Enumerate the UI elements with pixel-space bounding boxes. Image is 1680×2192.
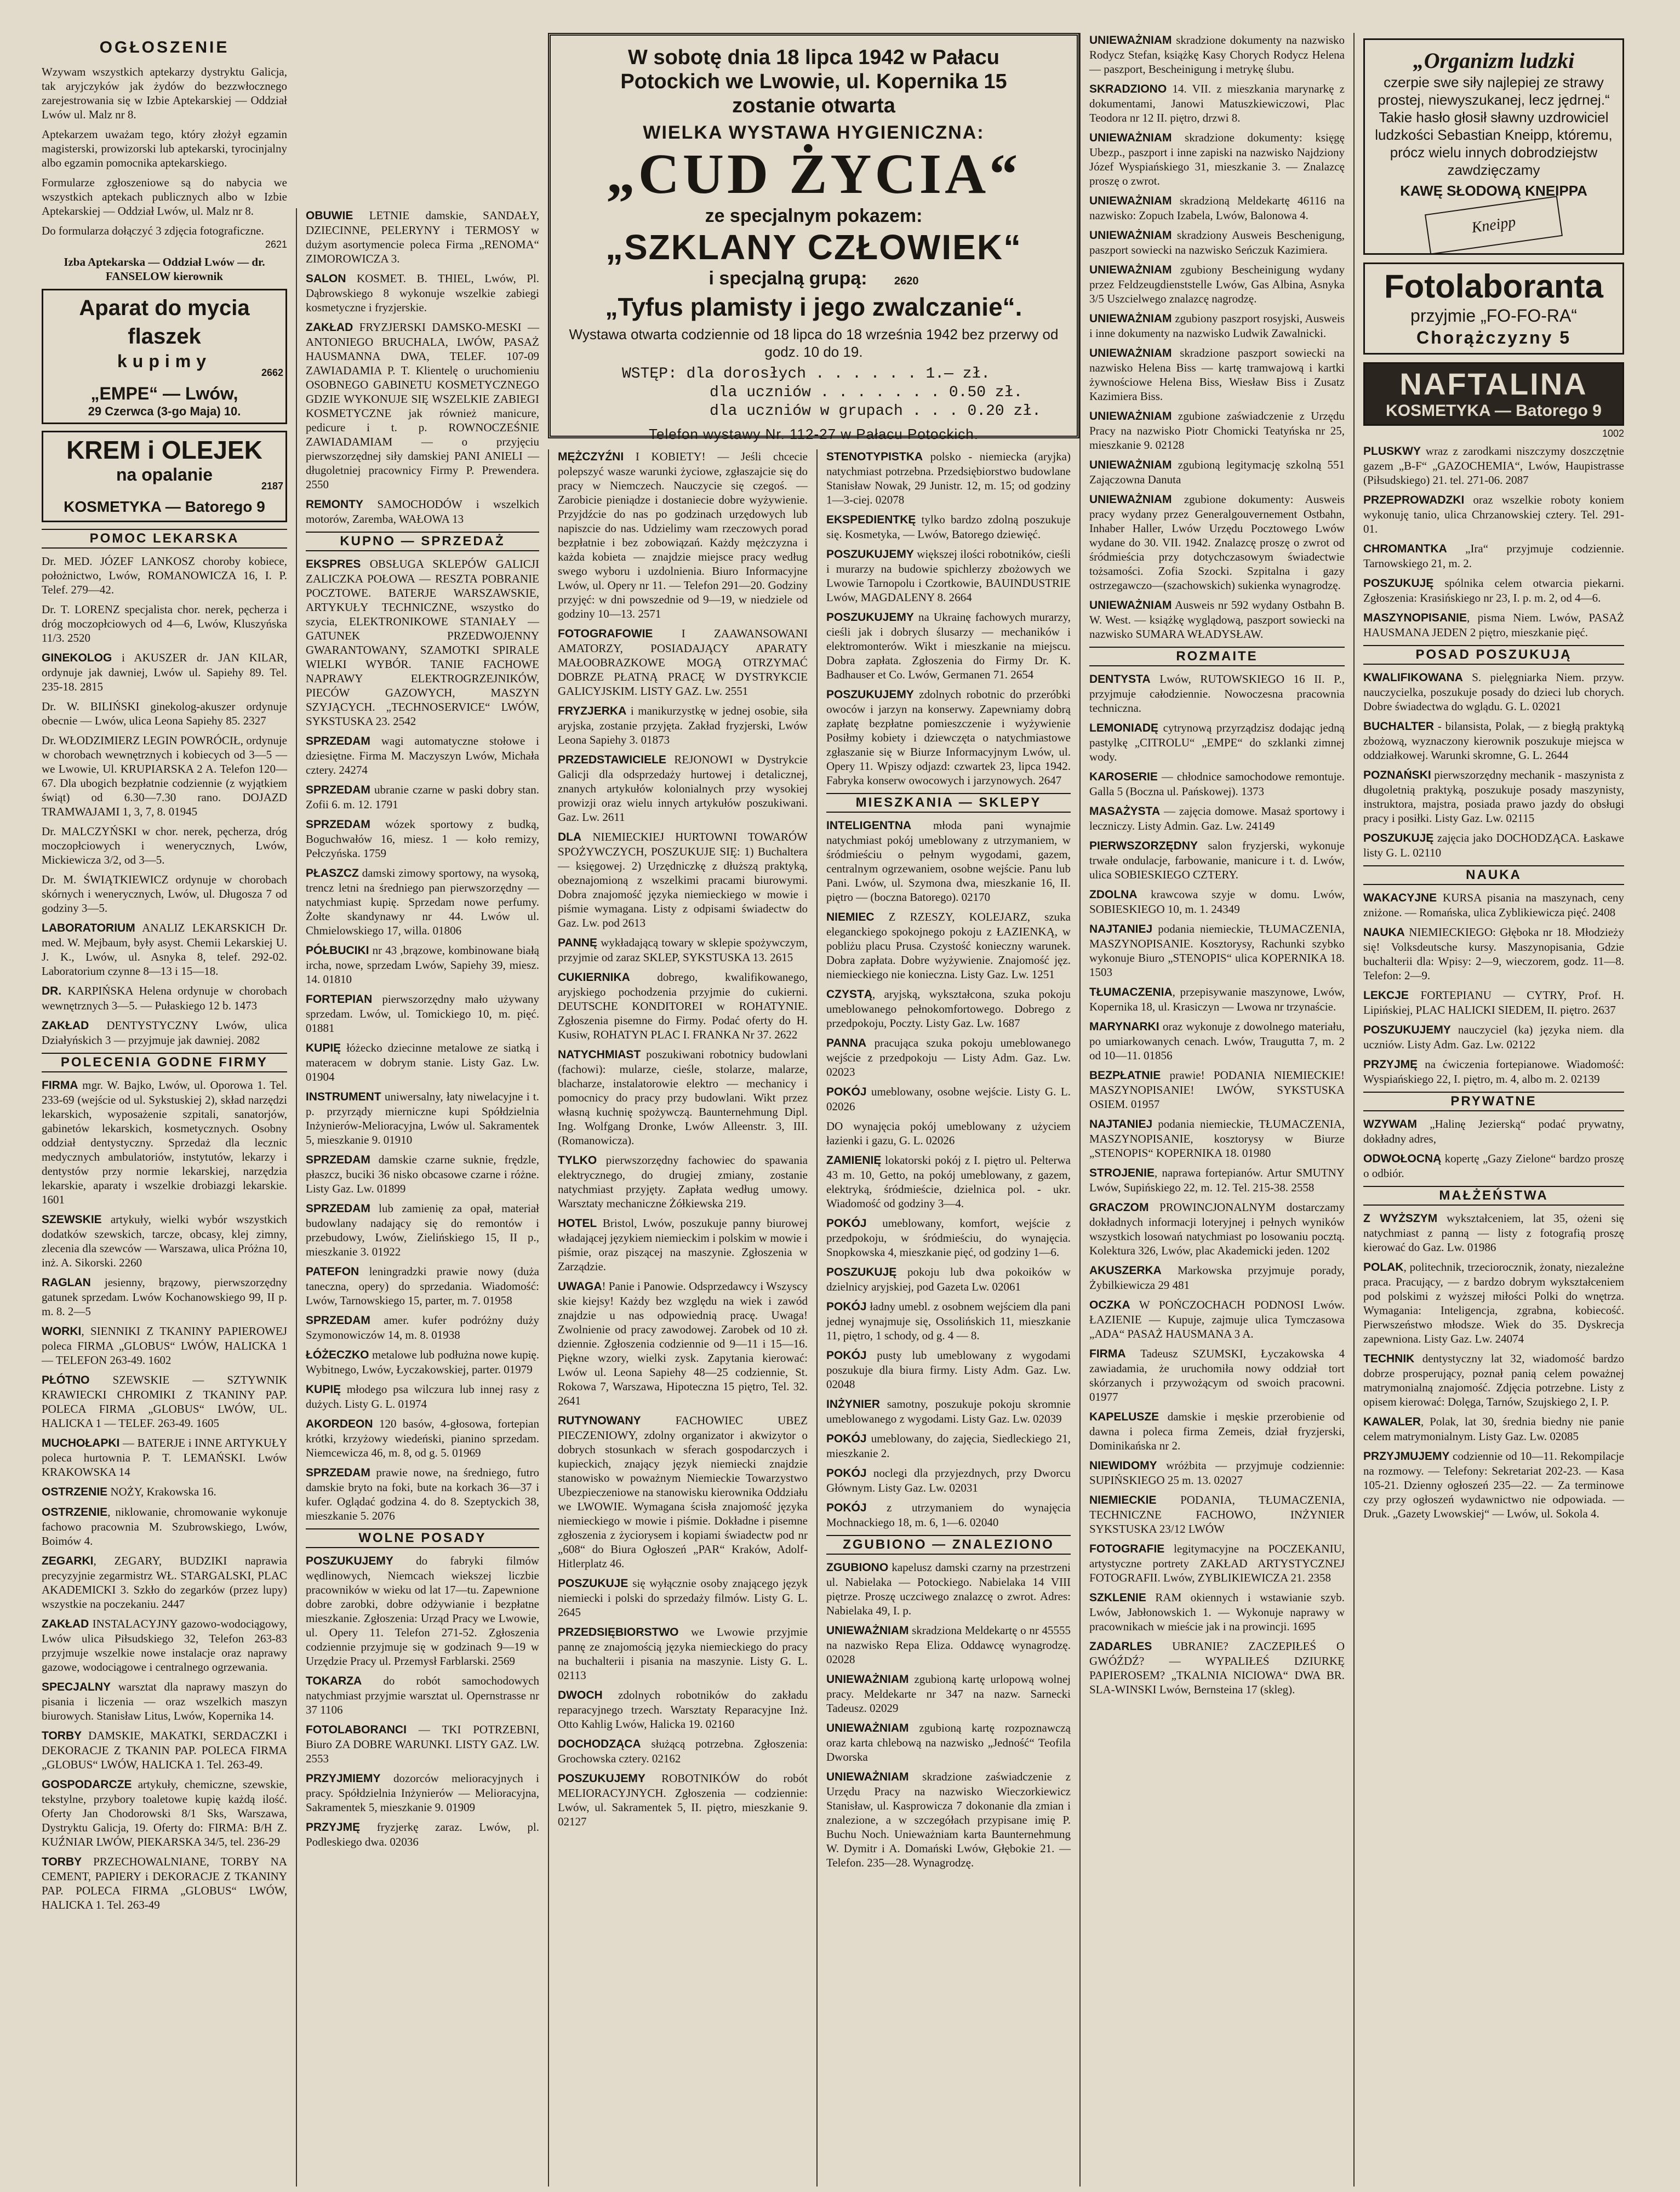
event-price: WSTĘP: dla dorosłych . . . . . . 1.— zł. xyxy=(622,366,991,383)
classified-ad: AKUSZERKA Markowska przyjmuje porady, Żybilkiewicza 29 481 xyxy=(1089,1264,1345,1292)
box-number: 2187 xyxy=(261,481,283,492)
classified-ad: Z WYŻSZYM wykształceniem, lat 35, ożeni się natychmiast z panną — listy z fotografią proszę kierować do Gaz. Lw. 01986 xyxy=(1363,1212,1625,1254)
classified-ad: DENTYSTA Lwów, RUTOWSKIEGO 16 II. P., przyjmuje całodziennie. Nowoczesna pracownia techniczna. xyxy=(1089,672,1345,715)
classified-ad: Dr. WŁODZIMIERZ LEGIN POWRÓCIŁ, ordynuje w chorobach wewnętrznych i kobiecych od 3—5 — we Lwowie, Ul. KRUPIARSKA 2 A. Telefon 120—67. Dla ubogich bezpłatnie codziennie (z wyjątkiem świąt) od 6.30—7.30 rano. DOJAZD TRAMWAJAMI 1, 3, 7, 8. 01945 xyxy=(42,734,287,818)
classified-ad: ZAMIENIĘ lokatorski pokój z I. piętro ul. Pelterwa 43 m. 10, Getto, na pokój umeblowany, z gazem, elektryką, śródmieście, dzielnica pol. - ukr. Wiadomość od godziny 3—4. xyxy=(826,1154,1071,1210)
classified-ad: NAJTANIEJ podania niemieckie, TŁUMACZENIA, MASZYNOPISANIE, kosztorysy w Biurze „STENOPIS“ KOPERNIKA 18. 01980 xyxy=(1089,1117,1345,1160)
classified-ad: POSZUKUJEMY ROBOTNIKÓW do robót MELIORACYJNYCH. Zgłoszenia — codziennie: Lwów, ul. Sakramentek 5, II. piętro, mieszkanie 9. 02127 xyxy=(558,1772,808,1828)
column-4 xyxy=(816,449,1079,2187)
classified-ad: INTELIGENTNA młoda pani wynajmie natychmiast pokój umeblowany z utrzymaniem, w śródmieściu o pełnym wygodami, gazem, centralnym ogrzewaniem, osobne wejście. Panu lub Pani. Lwów, ul. Szymona dwa, mieszkanie 16, II. piętro — (boczna Batorego). 02170 xyxy=(826,819,1071,904)
classified-ad: ZAKŁAD FRYZJERSKI DAMSKO-MESKI — ANTONIEGO BRUCHALA, LWÓW, PASAŻ HAUSMANNA DWA, TELEF. 107-09 ZAWIADAMIA P. T. Klientelę o uruchomieniu OSOBNEGO GABINETU KOSMETYCZNEGO GDZIE WYKONUJE SIĘ WSZELKIE ZABIEGI KOSMETYCZNE jak również manicure, pedicure i t. p. ROWNOCZEŚNIE ZAWIADAMIAM — o przyjęciu pierwszorzędnej siły damskiej PANI ANIELI — długoletniej pracownicy Firmy P. Prewendera. 2550 xyxy=(306,321,539,491)
classified-ad: PRZYJMĘ fryzjerkę zaraz. Lwów, pl. Podleskiego dwa. 02036 xyxy=(306,1820,539,1848)
classified-ad: PŁASZCZ damski zimowy sportowy, na wysoką, trencz letni na średniego pan pierwszorzędny — natychmiast kupię. Sprzedam nowe perfumy. Żołte skandynawy nr 44. Lwów ul. Chmielowskiego 17, willa. 01806 xyxy=(306,866,539,937)
section-header: ROZMAITE xyxy=(1089,647,1345,666)
naftalina-ad xyxy=(1363,362,1624,426)
classified-ad: PÓŁBUCIKI nr 43 ,brązowe, kombinowane białą ircha, nowe, sprzedam Lwów, Sapiehy 39, miesz. 14. 01810 xyxy=(306,944,539,986)
classified-ad: FORTEPIAN pierwszorzędny mało używany sprzedam. Lwów, ul. Tomickiego 10, m. pięć. 01881 xyxy=(306,992,539,1035)
notice-signature: Izba Aptekarska — Oddział Lwów — dr. FANSELOW kierownik xyxy=(64,255,265,283)
classified-ad: STENOTYPISTKA polsko - niemiecka (aryjka) natychmiast potrzebna. Przedsiębiorstwo budowlane Stanisław Nowak, 29 Junistr. 12, m. 15; od godziny 1—3-ciej. 02078 xyxy=(826,450,1071,506)
classified-ad: DR. KARPIŃSKA Helena ordynuje w chorobach wewnętrznych 3—5. — Pułaskiego 12 b. 1473 xyxy=(42,984,287,1012)
classified-ad: FOTOGRAFIE legitymacyjne na POCZEKANIU, artystyczne portrety ZAKŁAD ARTYSTYCZNEJ FOTOGRAFII. Lwów, ZYBLIKIEWICZA 21. 2358 xyxy=(1089,1542,1345,1584)
classified-ad: FIRMA Tadeusz SZUMSKI, Łyczakowska 4 zawiadamia, że uruchomiła nowy oddział tort skórzanych i przywożącym od swoich pracowni. 01977 xyxy=(1089,1347,1345,1403)
ad-box-aparat xyxy=(42,289,287,424)
classified-ad: ZDOLNA krawcowa szyje w domu. Lwów, SOBIESKIEGO 10, m. 1. 24349 xyxy=(1089,888,1345,916)
classified-ad: Dr. M. ŚWIĄTKIEWICZ ordynuje w chorobach skórnych i wenerycznych, Lwów, ul. Długosza 7 od godziny 3—5. xyxy=(42,873,287,915)
classified-ad: TŁUMACZENIA, przepisywanie maszynowe, Lwów, Kopernika 18, ul. Krasiczyn — Lwowa nr trzynaście. xyxy=(1089,985,1345,1013)
classified-ad: GINEKOLOG i AKUSZER dr. JAN KILAR, ordynuje jak dawniej, Lwów ul. Sapiehy 89. Tel. 235-18. 2815 xyxy=(42,651,287,693)
ad-list xyxy=(1363,891,1624,1086)
classified-ad: UNIEWAŻNIAM zgubione zaświadczenie z Urzędu Pracy na nazwisko Piotr Chomicki Teatyńska nr 25, mieszkanie 9. 02128 xyxy=(1089,409,1345,452)
classified-ad: POSZUKUJEMY do fabryki filmów wędlinowych, Niemcach wiekszej liczbie pracowników w wieku od lat 17—tu. Zapewnione dobre zarobki, dobre odżywianie i bezpłatne mieszkanie. Zgłoszenia: Urząd Pracy we Lwowie, ul. Opery 11. Telefon 271-52. Zgłoszenia codziennie przyjmuje się w godzinach 9—19 w Urzędzie Pracy ul. Przemysł Farblarski. 2569 xyxy=(306,1554,539,1668)
classified-ad: MASZYNOPISANIE, pisma Niem. Lwów, PASAŻ HAUSMANA JEDEN 2 piętro, mieszkanie pięć. xyxy=(1363,611,1624,639)
classified-ad: TORBY PRZECHOWALNIANE, TORBY NA CEMENT, PAPIERY i DEKORACJE Z TKANINY PAP. POLECA FIRMA „GLOBUS“ LWÓW, HALICKA 1. Tel. 263-49 xyxy=(42,1855,287,1911)
classified-ad: PRZYJMUJEMY codziennie od 10—11. Rekompilacje na rozmowy. — Telefony: Sekretariat 202-23. — Kasa 105-21. Dzienny ogłoszeń 235—22. — Za terminowe czy przy ogłoszeń wydawnictwo nie odpowiada. — Druk. „Gazety Lwowskiej“ — Lwów, ul. Sokola 4. xyxy=(1363,1449,1624,1520)
classified-ad: POKÓJ noclegi dla przyjezdnych, przy Dworcu Głównym. Listy Gaz. Lw. 02031 xyxy=(826,1466,1071,1494)
classified-ad: OSTRZENIE, niklowanie, chromowanie wykonuje fachowo pracownia M. Szubrowskiego, Lwów, Boimów 4. xyxy=(42,1505,287,1548)
classified-ad: KWALIFIKOWANA S. pielęgniarka Niem. przyw. nauczycielka, poszukuje posady do dzieci lub chorych. Dobre świadectwa do wglądu. G. L. 02021 xyxy=(1363,671,1624,713)
classified-ad: UNIEWAŻNIAM skradziony Ausweis Beschenigung, paszport sowiecki na nazwisko Seńczuk Kazimiera. xyxy=(1089,229,1345,256)
ad-list xyxy=(826,818,1071,1529)
classified-ad: WORKI, SIENNIKI Z TKANINY PAPIEROWEJ poleca FIRMA „GLOBUS“ LWÓW, HALICKA 1 — TELEFON 263-49. 1602 xyxy=(42,1325,287,1367)
classified-ad: KUPIĘ łóżecko dziecinne metalowe ze siatką i materacem w dobrym stanie. Listy Gaz. Lw. 01904 xyxy=(306,1041,539,1083)
classified-ad: SZKLENIE RAM okiennych i wstawianie szyb. Lwów, Jabłonowskich 1. — Wykonuje naprawy w pracownikach w mieście jak i na prowincji. 1695 xyxy=(1089,1591,1345,1633)
classified-ad: SPRZEDAM amer. kufer podróżny duży Szymonowiczów 14, m. 8. 01938 xyxy=(306,1314,539,1342)
ad-list xyxy=(1363,1117,1624,1180)
kneipp-title: „Organizm ludzki xyxy=(1413,48,1575,73)
classified-ad: POSZUKUJEMY zdolnych robotnic do przeróbki owoców i jarzyn na konserwy. Zapewniamy dobrą zapłatę bezpłatne pomieszczenie i wyżywienie Posiłmy kobiety i dziewczęta o natychmiastowe zgłaszanie się w Biurze Informacyjnym Lwów, ul. Opery 11. Wpiszy odjazd: czwartek 23, lipca 1942. Fabryka konserw owocowych i jarzynowych. 2647 xyxy=(826,688,1071,787)
column-5 xyxy=(1079,33,1353,2187)
classified-ad: MUCHOŁAPKI — BATERJE i INNE ARTYKUŁY poleca hurtownia P. T. LEMAŃSKI. Lwów KRAKOWSKA 14 xyxy=(42,1436,287,1479)
classified-ad: BUCHALTER - bilansista, Polak, — z biegłą praktyką zbożową, wyznaczony kierownik poszukuje miejsca w oddziałkowej. Warunki skromne, G. L. 2644 xyxy=(1363,720,1624,762)
column-1 xyxy=(33,33,296,2187)
event-line: W sobotę dnia 18 lipca 1942 w Pałacu xyxy=(628,46,999,69)
classified-ad: POKÓJ z utrzymaniem do wynajęcia Mochnackiego 18, m. 6, 1—6. 02040 xyxy=(826,1501,1071,1529)
classified-ad: TECHNIK dentystyczny lat 32, wiadomość bardzo dobrze prosperujący, poznał panią celem poważnej matrymonialną znajomość. Zdjęcia potrzebne. Listy z opisem kierować: Dolęga, Tarnów, Szujskiego 2, I. P. xyxy=(1363,1352,1624,1408)
classified-ad: ZGUBIONO kapelusz damski czarny na przestrzeni ul. Nabielaka — Potockiego. Nabielaka 14 VIII piętrze. Proszę uczciwego znalazcę o zwrot. Adres: Nabielaka 49, I. p. xyxy=(826,1561,1071,1617)
notice-paragraph: Do formularza dołączyć 3 zdjęcia fotograficzne. xyxy=(42,224,264,237)
classified-ad: UNIEWAŻNIAM skradzione zaświadczenie z Urzędu Pracy na nazwisko Wieczorkiewicz Stanisław, ul. Kasprowicza 7 dokonanie dla zmian i znalezione, a w szczegółach przypisane imię P. Buchu Noch. Unieważniam karta Baunternehmung W. Dymitr i A. Domański Lwów, Głębokie 21. — Telefon. 235—28. Wynagrodzę. xyxy=(826,1770,1071,1869)
notice-paragraph: Formularze zgłoszeniowe są do nabycia we wszystkich aptekach publicznych albo w Izbie Aptekarskiej — Oddział Lwów, ul. Malz nr 8. xyxy=(42,176,287,218)
event-number: 2620 xyxy=(894,275,919,287)
classified-ad: SPRZEDAM wózek sportowy z budką, Boguchwałów 16, miesz. 1 — koło remizy, Pełczyńska. 1759 xyxy=(306,818,539,860)
classified-ad: KUPIĘ młodego psa wilczura lub innej rasy z dużych. Listy G. L. 01974 xyxy=(306,1383,539,1411)
classified-ad: DLA NIEMIECKIEJ HURTOWNI TOWARÓW SPOŻYWCZYCH, POSZUKUJE SIĘ: 1) Buchaltera — księgowej. 2) Urzędniczkę z dłuższą praktyką, obeznajomioną z wszelkimi pracami biurowymi. Dobra znajomość języka niemieckiego w mowie i piśmie wymagana. Listy z odpisami świadectw do Gaz. Lw. pod 2613 xyxy=(558,830,808,929)
ad-number: 1002 xyxy=(1602,428,1624,439)
classified-ad: SKRADZIONO 14. VII. z mieszkania marynarkę z dokumentami, Janowi Matuszkiewiczowi, Plac Teodora nr 12 II. piętro, drzwi 8. xyxy=(1089,82,1345,124)
classified-ad: EKSPRES OBSŁUGA SKLEPÓW GALICJI ZALICZKA POŁOWA — RESZTA POBRANIE POCZTOWE. BATERJE WARSZAWSKIE, ARTYKUŁY TECHNICZNE, wszystko do szycia, ELEKTRONIKOWE STANIAŁY — GATUNEK PRZEDWOJENNY GWARANTOWANY, SZAMOTKI SPIRALE WIELKI WYBÓR. TANIE FACHOWE NAPRAWY ELEKTROGRZEJNIKÓW, PIECÓW GAZOWYCH, MASZYN SZYJĄCYCH. „TECHNOSERVICE“ LWÓW, SYKSTUSKA 23. 2542 xyxy=(306,557,539,728)
box-line: kupimy xyxy=(117,351,212,371)
classified-ad: POKÓJ ładny umebl. z osobnem wejściem dla pani jednej wynajmuje się, Ossolińskich 11, mieszkanie 11, piętro, 1 schody, od g. 4 — 8. xyxy=(826,1300,1071,1342)
classified-ad: PIERWSZORZĘDNY salon fryzjerski, wykonuje trwałe ondulacje, farbowanie, manicure i t. d. Lwów, ulica SOBIESKIEGO CZTERY. xyxy=(1089,839,1345,881)
classified-ad: WAKACYJNE KURSA pisania na maszynach, ceny zniżone. — Romańska, ulica Zyblikiewicza pięć. 2408 xyxy=(1363,891,1624,919)
classified-ad: SPRZEDAM lub zamienię za opał, materiał budowlany nadający się do remontów i przebudowy, Lwów, Zielińskiego 15, II p., mieszkanie 3. 01922 xyxy=(306,1202,539,1258)
section-header: WOLNE POSADY xyxy=(306,1528,539,1548)
classified-ad: UNIEWAŻNIAM zgubioną kartę urlopową wolnej pracy. Meldekarte nr 347 na nazw. Sarnecki Tadeusz. 02029 xyxy=(826,1672,1071,1715)
classified-ad: WZYWAM „Halinę Jezierską“ podać prywatny, dokładny adres, xyxy=(1363,1117,1624,1145)
classified-ad: PŁÓTNO SZEWSKIE — SZTYWNIK KRAWIECKI CHROMIKI Z TKANINY PAP. POLECA FIRMA „GLOBUS“ LWÓW, UL. HALICKA 1 — TELEF. 263-49. 1605 xyxy=(42,1373,287,1430)
classified-ad: NIEWIDOMY wróżbita — przyjmuje codziennie: SUPIŃSKIEGO 25 m. 13. 02027 xyxy=(1089,1459,1345,1487)
foto-line: Chorążczyzny 5 xyxy=(1416,328,1572,347)
section-header: MIESZKANIA — SKLEPY xyxy=(826,793,1071,813)
notice-paragraph: Aptekarzem uważam tego, który złożył egzamin magisterski, prowizorski lub aptekarski, tyrocinjalny albo egzamin pomocnika aptekarskiego. xyxy=(42,128,287,169)
exhibition-ad xyxy=(548,33,1079,442)
classified-ad: BEZPŁATNIE prawie! PODANIA NIEMIECKIE! MASZYNOPISANIE! LWÓW, SYKSTUSKA OSIEM. 01957 xyxy=(1089,1069,1345,1111)
classified-ad: UWAGA! Panie i Panowie. Odsprzedawcy i Wszyscy skie kiejsy! Każdy bez względu na wiek i zawód znajdzie u nas odpowiednią pracę. Uwaga! Zwolnienie od pracy zawodowej. Zarobek od 10 zł. dziennie. Zgłoszenia codziennie od 9—11 i 15—16. Piękne wzory, wielki zysk. Zapytania kierować: Lwów ul. Leona Sapiehy 48—25 codziennie, St. Rokowa 7, Warszawa, Hipoteczna 15 piętro, Tel. 32. 2641 xyxy=(558,1280,808,1407)
event-headline: „CUD ŻYCIA“ xyxy=(606,142,1021,206)
kneipp-brand: KAWĘ SŁODOWĄ KNEIPPA xyxy=(1400,182,1587,199)
classified-ad: UNIEWAŻNIAM skradzione paszport sowiecki na nazwisko Helena Biss — kartę tramwajową i kartki żywnościowe Helena Biss, Wiesław Biss i Zusatz Kazimiera Biss. xyxy=(1089,346,1345,403)
classified-ad: POSZUKUJĘ zajęcia jako DOCHODZĄCA. Łaskawe listy G. L. 02110 xyxy=(1363,831,1624,859)
kneipp-body: czerpie swe siły najlepiej ze strawy prostej, niewyszukanej, lecz jędrnej.“ Takie hasło głosił sławny uzdrowiciel ludzkości Sebastian Kneipp, któremu, prócz wielu innych dobrodziejstw zawdzięczamy xyxy=(1375,74,1613,178)
box-line: na opalanie xyxy=(116,465,213,484)
classified-ad: DOCHODZĄCA służącą potrzebna. Zgłoszenia: Grochowska cztery. 02162 xyxy=(558,1737,808,1765)
classified-ad: UNIEWAŻNIAM skradzione dokumenty na nazwisko Rodycz Stefan, książkę Kasy Chorych Rodycz Helena — paszport, Bescheinigung i metrykę ślubu. xyxy=(1089,33,1345,76)
classified-ad: AKORDEON 120 basów, 4-głosowa, fortepian krótki, krzyżowy wiedeński, pianino sprzedam. Niemcewicza 46, m. 8, od g. 5. 01969 xyxy=(306,1417,539,1459)
classified-ad: MARYNARKI oraz wykonuje z dowolnego materiału, po umiarkowanych cenach. Lwów, Traugutta 7, m. 2 od 10—11. 01856 xyxy=(1089,1020,1345,1062)
ad-list xyxy=(1089,33,1345,641)
classified-ad: SPRZEDAM wagi automatyczne stołowe i dziesiętne. Firma M. Maczyszyn Lwów, Michała cztery. 24274 xyxy=(306,734,539,777)
naft-line: NAFTALINA xyxy=(1399,367,1588,401)
foto-line: przyjmie „FO-FO-RA“ xyxy=(1410,306,1577,326)
classified-ad: STROJENIE, naprawa fortepianów. Artur SMUTNY Lwów, Supińskiego 22, m. 12. Tel. 215-38. 2558 xyxy=(1089,1166,1345,1194)
event-line: Potockich we Lwowie, ul. Kopernika 15 xyxy=(620,70,1007,93)
event-headline: „SZKLANY CZŁOWIEK“ xyxy=(605,227,1022,267)
box-line: Aparat do mycia flaszek xyxy=(79,296,250,349)
classified-ad: PANNĘ wykładającą towary w sklepie spożywczym, przyjmie od zaraz SKLEP, SYKSTUSKA 13. 2615 xyxy=(558,936,808,964)
classified-ad: SPRZEDAM damskie czarne suknie, frędzle, płaszcz, buciki 36 nisko obcasowe czarne i różne. Listy Gaz. Lw. 01899 xyxy=(306,1153,539,1195)
ad-list xyxy=(42,554,287,1047)
classified-ad: PATEFON leningradzki prawie nowy (duża taneczna, opery) do sprzedania. Wiadomość: Lwów, Tarnowskiego 15, parter, m. 7. 01958 xyxy=(306,1265,539,1307)
classified-ad: ODWOŁOCNĄ kopertę „Gazy Zielone“ bardzo proszę o odbiór. xyxy=(1363,1152,1624,1180)
classified-ad: POSZUKUJEMY na Ukrainę fachowych murarzy, cieśli jak i dobrych ślusarzy — mechaników i elektromonterów. Wikt i mieszkanie na miejscu. Dobra zapłata. Zgłoszenia do Firmy Dr. K. Badhauser et Co. Lwów, Germanen 71. 2654 xyxy=(826,610,1071,681)
ad-box-krem xyxy=(42,431,287,522)
classified-ad: Dr. MALCZYŃSKI w chor. nerek, pęcherza, dróg moczopłciowych i wenerycznych, Lwów, Mickiewicza 3/2, od 3—5. xyxy=(42,825,287,866)
classified-ad: Dr. MED. JÓZEF LANKOSZ choroby kobiece, położnictwo, Lwów, ROMANOWICZA 16, I. P. Telef. 279—42. xyxy=(42,555,287,596)
classified-ad: POZNAŃSKI pierwszorzędny mechanik - maszynista z długoletnią praktyką, poszukuje posady maszynisty, instruktora, majstra, posiada prawo jazdy do obsługi pracy i posiłki. Listy Gaz. Lw. 02115 xyxy=(1363,768,1624,825)
classified-ad: REMONTY SAMOCHODÓW i wszelkich motorów, Zaremba, WAŁOWA 13 xyxy=(306,498,539,526)
classified-ad: INSTRUMENT uniwersalny, łaty niwelacyjne i t. p. przyrządy mierniczne kupi Spółdzielnia Inżynierów-Melioracyjna, Lwów ul. Sakramentek 5, mieszkanie 9. 01910 xyxy=(306,1090,539,1146)
ad-list xyxy=(1089,672,1345,1697)
foto-line: Fotolaboranta xyxy=(1384,268,1603,305)
classified-ad: ZAKŁAD INSTALACYJNY gazowo-wodociągowy, Lwów ulica Piłsudskiego 32, Telefon 263-83 przyjmuje wszelkie nowe instalacje oraz naprawy gazowe, wodociągowe i centralnego ogrzewania. xyxy=(42,1617,287,1674)
ad-list xyxy=(306,208,539,526)
classified-ad: INŻYNIER samotny, poszukuje pokoju skromnie umeblowanego z wygodami. Listy Gaz. Lw. 02039 xyxy=(826,1397,1071,1425)
notice-paragraph: Wzywam wszystkich aptekarzy dystryktu Galicja, tak aryjczyków jak żydów do bezzwłocznego zarejestrowania się w Izbie Aptekarskiej — Oddział Lwów ul. Malz nr 8. xyxy=(42,65,287,121)
classified-ad: PRZYJMIEMY dozorców melioracyjnych i pracy. Spółdzielnia Inżynierów — Melioracyjna, Sakramentek 5, mieszkanie 9. 01909 xyxy=(306,1772,539,1814)
classified-ad: MĘŻCZYŹNI I KOBIETY! — Jeśli chcecie polepszyć wasze warunki życiowe, zgłaszajcie się do pracy w Niemczech. Nauczycie się czegoś. — Zarobicie pieniądze i dostaniecie dobre wyżywienie. Przyjdźcie do nas po godzinach urzędowych lub napiszcie do nas. Udzielimy wam rzeczowych porad bezpłatnie i bez zobowiązań. Każdy mężczyzna i każda kobieta — znajdzie miejsce pracy według swego wyboru i uzdolnienia. Biuro Informacyjne Lwów, ul. Opery nr 11. — Telefon 291—20. Godziny przyjęć: w dni powszednie od 9—19, w niedziele od godziny 10—13. 2571 xyxy=(558,450,808,620)
naft-line: KOSMETYKA — Batorego 9 xyxy=(1386,402,1602,420)
package-label: Kneipp xyxy=(1470,213,1517,237)
ad-list xyxy=(1363,1211,1624,1521)
event-price: dla uczniów w grupach . . . 0.20 zł. xyxy=(710,403,1041,420)
classified-ad: SPRZEDAM prawie nowe, na średniego, futro damskie bryto na foki, bute na korkach 36—37 i kufer. Oglądać godzina 4. do 8. Szeptyckich 38, mieszkanie 5. 2076 xyxy=(306,1466,539,1522)
classified-ad: UNIEWAŻNIAM zgubiony Bescheinigung wydany przez Feldzeugdienststelle Lwów, Gas Albina, Asnyka 3/5 Uszcielwego znalazcę nagrodzę. xyxy=(1089,263,1345,305)
fotolaborant-ad xyxy=(1363,262,1624,355)
event-phone: Telefon wystawy Nr. 112-27 w Pałacu Potockich. xyxy=(649,426,979,442)
classified-ad: PRZYJMĘ na ćwiczenia fortepianowe. Wiadomość: Wyspiańskiego 22, I. piętro, m. 4, albo m. 2. 02139 xyxy=(1363,1058,1624,1086)
section-header: POSAD POSZUKUJĄ xyxy=(1363,645,1624,665)
classified-ad: KAPELUSZE damskie i męskie przerobienie od dawna i poleca firma Zemeis, dział fryzjerski, Dominikańska nr 2. xyxy=(1089,1410,1345,1452)
classified-ad: FIRMA mgr. W. Bajko, Lwów, ul. Oporowa 1. Tel. 233-69 (wejście od ul. Sykstuskiej 2), skład narzędzi lekarskich, wyposażenie szpitali, sanatorjów, gabinetów lekarskich, kosmetycznych. Osobny oddział dentystyczny. Sprzedaż dla lecznic medycznych ambulatoriów, instytutów, lekarzy i dentystów przy normie lekarskiej, narzędzia lekarskie, aparaty i wszelkie drobiazgi lekarskie. 1601 xyxy=(42,1078,287,1206)
ad-list xyxy=(42,1078,287,1912)
classified-ad: ZAKŁAD DENTYSTYCZNY Lwów, ulica Działyńskich 3 — przyjmuje jak dawniej. 2082 xyxy=(42,1019,287,1047)
classified-ad: SPECJALNY warsztat dla naprawy maszyn do pisania i liczenia — oraz wszelkich maszyn biurowych. Stanisław Litus, Lwów, Kopernika 14. xyxy=(42,1680,287,1722)
box-line: KREM i OLEJEK xyxy=(66,436,262,464)
classified-ad: MASAŻYSTA — zajęcia domowe. Masaż sportowy i leczniczy. Listy Admin. Gaz. Lw. 24149 xyxy=(1089,804,1345,832)
classified-ad: PRZEDSTAWICIELE REJONOWI w Dystrykcie Galicji dla odsprzedaży hurtowej i detalicznej, znanych artykułów kolonialnych przy wysokiej prowizji oraz wielu innych artykułów poszukiwani. Gaz. Lw. 2611 xyxy=(558,753,808,824)
classified-ad: OBUWIE LETNIE damskie, SANDAŁY, DZIECINNE, PELERYNY i TERMOSY w dużym asortymencie poleca Firma „RENOMA“ ZIMOROWICZA 3. xyxy=(306,209,539,265)
event-line xyxy=(567,267,1060,293)
box-line: 29 Czerwca (3-go Maja) 10. xyxy=(88,404,241,418)
classified-ad: RUTYNOWANY FACHOWIEC UBEZ PIECZENIOWY, zdolny organizator i akwizytor o dobrych stosunkach w sferach gospodarczych i kupieckich, znający język niemiecki znajdzie stanowisko w poważnym Niemieckie Towarzystwo Ubezpieczeniowe na stanowisku kierownika Oddziału we LWOWIE. Wymagana ścisła znajomość języka niemieckiego w mowie i piśmie. Dokładne i pisemne zgłoszenia z życiorysem i kopiami świadectw pod nr „608“ do Biura Ogłoszeń „PAR“ Kraków, Adolf-Hitlerplatz 46. xyxy=(558,1414,808,1570)
ad-list xyxy=(558,449,808,1829)
section-header: KUPNO — SPRZEDAŻ xyxy=(306,532,539,551)
ad-list xyxy=(306,557,539,1523)
classified-ad: LABORATORIUM ANALIZ LEKARSKICH Dr. med. W. Mejbaum, były asyst. Chemii Lekarskiej U. J. K., Lwów, ul. Asnyka 8, telef. 292-02. Laboratorium czynne 8—13 i 15—18. xyxy=(42,921,287,978)
classified-ad: SZEWSKIE artykuły, wielki wybór wszystkich dodatków szewskich, tarcze, obcasy, klej zimny, zlecenia dla szewców — Warszawa, ulica Próżna 10, inż. A. Sikorski. 2260 xyxy=(42,1213,287,1269)
section-header: POLECENIA GODNE FIRMY xyxy=(42,1053,287,1072)
ad-list xyxy=(826,449,1071,787)
classified-ad: PANNA pracująca szuka pokoju umeblowanego wejście z przedpokoju — Listy Adm. Gaz. Lw. 02023 xyxy=(826,1036,1071,1078)
classified-ad: GRACZOM PROWINCJONALNYM dostarczamy dokładnych informacji loteryjnej i pełnych wyników wszystkich losowań natychmiast po losowaniu pocztą. Kolektura 326, Lwów, plac Akademicki jeden. 1202 xyxy=(1089,1201,1345,1257)
classified-ad: CUKIERNIKA dobrego, kwalifikowanego, aryjskiego pochodzenia przyjmie do cukierni. DEUTSCHE KONDITOREI w ROHATYNIE. Zgłoszenia pisemne do Firmy. Podać oferty do H. Kusiw, ROHATYN PLAC I. FRANKA Nr 37. 2622 xyxy=(558,971,808,1041)
classified-ad: LEMONIADĘ cytrynową przyrządzisz dodając jedną pastylkę „CITROLU“ „EMPE“ do szklanki zimnej wody. xyxy=(1089,721,1345,763)
classified-ad: NIEMIEC Z RZESZY, KOLEJARZ, szuka eleganckiego spokojnego pokoju z ŁAZIENKĄ, w pobliżu placu Prusa. Czystość konieczny warunek. Dobra zapłata. Dobre wyżywienie. Znajomość jęz. niemieckiego nie konieczna. Listy Gaz. Lw. 1251 xyxy=(826,910,1071,981)
classified-ad: HOTEL Bristol, Lwów, poszukuje panny biurowej władającej językiem niemieckim i polskim w mowie i piśmie, oraz piszącej na maszynie. Zgłoszenia w Zarządzie. xyxy=(558,1217,808,1273)
section-header: POMOC LEKARSKA xyxy=(42,529,287,549)
classified-ad: UNIEWAŻNIAM zgubioną legitymację szkolną 551 Zajączowna Danuta xyxy=(1089,458,1345,486)
classified-ad: SPRZEDAM ubranie czarne w paski dobry stan. Zofii 6. m. 12. 1791 xyxy=(306,783,539,811)
ad-list xyxy=(1363,670,1624,860)
classified-ad: CHROMANTKA „Ira“ przyjmuje codziennie. Tarnowskiego 21, m. 2. xyxy=(1363,542,1624,570)
ogloszenie-notice xyxy=(42,38,287,283)
event-line: Wystawa otwarta codziennie od 18 lipca do 18 września 1942 bez przerwy od godz. 10 do 19. xyxy=(569,326,1059,360)
section-header: MAŁŻEŃSTWA xyxy=(1363,1186,1624,1206)
classified-ad: TORBY DAMSKIE, MAKATKI, SERDACZKI i DEKORACJE Z TKANIN PAP. POLECA FIRMA „GLOBUS“ LWÓW, HALICKA 1. Tel. 263-49. xyxy=(42,1729,287,1771)
classified-ad: ŁÓŻECZKO metalowe lub podłużna nowe kupię. Wybitnego, Lwów, Łyczakowskiej, parter. 01979 xyxy=(306,1348,539,1376)
classified-ad: GOSPODARCZE artykuły, chemiczne, szewskie, tekstylne, przybory toaletowe kupię każdą ilość. Oferty Jan Chodorowski 8/1 Sks, Warszawa, Dystryktu Galicja, 19. Oferty do: FIRMA: B/H Z. KUŹNIAR LWÓW, PIEKARSKA 34/5, tel. 236-29 xyxy=(42,1778,287,1848)
classified-ad: FOTOGRAFOWIE I ZAAWANSOWANI AMATORZY, POSIADAJĄCY APARATY MAŁOOBRAZKOWE MOGĄ OTRZYMAĆ DOBRZE PŁATNĄ PRACĘ W DYSTRYKCIE GALICYJSKIM. LISTY GAZ. Lw. 2551 xyxy=(558,627,808,698)
classified-ad: UNIEWAŻNIAM skradzione dokumenty: księgę Ubezp., paszport i inne zapiski na nazwisko Najdziony Józef Wyspiańskiego 31, mieszkanie 3. — Znalazcę proszę o zwrot. xyxy=(1089,131,1345,187)
classified-ad: DO wynajęcia pokój umeblowany z użyciem łazienki i gazu, G. L. 02026 xyxy=(826,1120,1071,1147)
box-line: KOSMETYKA — Batorego 9 xyxy=(64,498,265,515)
kneipp-ad xyxy=(1363,38,1624,255)
event-line: ze specjalnym pokazem: xyxy=(705,206,923,226)
classified-ad: NAUKA NIEMIECKIEGO: Głęboka nr 18. Młodzieży się! Volksdeutsche kursy. Maszynopisania, Gdzie buchalterii dla: Wpisy: 2—9, wieczorem, godz. 11—8. Telefon: 2—9. xyxy=(1363,926,1624,982)
classified-ad: NATYCHMIAST poszukiwani robotnicy budowlani (fachowi): mularze, cieśle, stolarze, malarze, blacharze, instalatorowie elektro — mechanicy i pomocnicy do pracy przy budowlani. Wikt przez własną kuchnię spożywczą. Baunternehmung Dipl. Ing. Wolfgang Dronke, Lwów Alleenstr. 3, III. (Romanowicza). xyxy=(558,1048,808,1147)
classified-ad: FOTOLABORANCI — TKI POTRZEBNI, Biuro ZA DOBRE WARUNKI. LISTY GAZ. LW. 2553 xyxy=(306,1723,539,1765)
classified-ad: ZADARLES UBRANIE? ZACZEPIŁEŚ O GWÓŹDŹ? — WYPALIŁEŚ DZIURKĘ PAPIEROSEM? „TKALNIA NICIOWA“ DWA BR. SLA-WINSKI Lwów, Bernsteina 17 (skleg). xyxy=(1089,1640,1345,1696)
event-line: WIELKA WYSTAWA HYGIENICZNA: xyxy=(643,122,985,143)
classified-ad: PRZEDSIĘBIORSTWO we Lwowie przyjmie pannę ze znajomością języka niemieckiego do pracy na buchalterii i pisania na maszynie. Listy G. L. 02113 xyxy=(558,1625,808,1682)
classified-ad: UNIEWAŻNIAM skradziona Meldekartę o nr 45555 na nazwisko Repa Eliza. Oddawcę wynagrodzę. 02028 xyxy=(826,1624,1071,1666)
classified-ad: POKÓJ umeblowany, do zajęcia, Siedleckiego 21, mieszkanie 2. xyxy=(826,1432,1071,1460)
notice-number: 2621 xyxy=(265,239,287,250)
column-6 xyxy=(1353,33,1633,2187)
classified-ad: KAWALER, Polak, lat 30, średnia biedny nie panie celem matrymonialnym. Listy Gaz. Lw. 02085 xyxy=(1363,1415,1624,1443)
box-line: „EMPE“ — Lwów, xyxy=(90,384,238,403)
classified-ad: OCZKA W POŃCZOCHACH PODNOSI Lwów. ŁAZIENIE — Kupuje, zajmuje ulica Tymczasowa „ADA“ PASAŻ HAUSMANA 3 A. xyxy=(1089,1298,1345,1340)
classified-ad: EKSPEDIENTKĘ tylko bardzo zdolną poszukuje się. Kosmetyka, — Lwów, Batorego dziewięć. xyxy=(826,513,1071,541)
section-header: ZGUBIONO — ZNALEZIONO xyxy=(826,1535,1071,1555)
classified-ad: PLUSKWY wraz z zarodkami niszczymy doszczętnie gazem „B-F“ „GAZOCHEMIA“, Lwów, Haupistrasse (Piłsudskiego) 21. tel. 271-06. 2087 xyxy=(1363,444,1624,487)
box-number: 2662 xyxy=(261,367,283,378)
event-price: dla uczniów . . . . . . . 0.50 zł. xyxy=(710,384,1023,401)
classified-ad: UNIEWAŻNIAM zgubiony paszport rosyjski, Ausweis i inne dokumenty na nazwisko Ludwik Zawalnicki. xyxy=(1089,312,1345,340)
event-line-text: i specjalną grupą: xyxy=(708,268,867,289)
classified-ad: OSTRZENIE NOŻY, Krakowska 16. xyxy=(42,1485,216,1498)
classified-ad: POSZUKUJE się wyłącznie osoby znającego język niemiecki i polski do sprzedaży filmów. Listy G. L. 2645 xyxy=(558,1577,808,1619)
classified-ad: POKÓJ pusty lub umeblowany z wygodami poszukuje dla biura firmy. Listy Adm. Gaz. Lw. 02048 xyxy=(826,1349,1071,1391)
classified-ad: LEKCJE FORTEPIANU — CYTRY, Prof. H. Lipińskiej, PLAC HALICKI SIEDEM, II. piętro. 2637 xyxy=(1363,989,1624,1017)
classified-ad: POSZUKUJĘ spólnika celem otwarcia piekarni. Zgłoszenia: Krasińskiego nr 23, I. p. m. 2, od 4—6. xyxy=(1363,576,1624,604)
ad-list xyxy=(826,1560,1071,1870)
column-2 xyxy=(296,208,548,2187)
classified-ad: UNIEWAŻNIAM zgubione dokumenty: Ausweis pracy wydany przez Generalgouvernement Ostbahn, Inhaber Haller, Lwów Urzędu Pocztowego Lwów wydane do 30. VII. 1942. Znalazcę proszę o zwrot od śródmieścia przy dotychczasowym świadectwie tożsamości. Zofia Szocki. Szpitalna i gazy ostrzegawczo—(szachowskich) sukienka wynagrodzę. xyxy=(1089,493,1345,592)
classified-ad: POSZUKUJEMY nauczyciel (ka) języka niem. dla uczniów. Listy Adm. Gaz. Lw. 02122 xyxy=(1363,1023,1624,1051)
notice-title: OGŁOSZENIE xyxy=(99,38,230,56)
classified-ad: POSZUKUJEMY większej ilości robotników, cieśli i murarzy na budowie spichlerzy zbożowych we Lwowie Tarnopolu i Czortkowie, BAUINDUSTRIE Lwów, MAGDALENY 8. 2664 xyxy=(826,547,1071,604)
classified-ad: Dr. T. LORENZ specjalista chor. nerek, pęcherza i dróg moczopłciowych od 4—6, Lwów, Kluszyńska 11/3. 2520 xyxy=(42,603,287,644)
classified-ad: TOKARZA do robót samochodowych natychmiast przyjmie warsztat ul. Opernstrasse nr 37 1106 xyxy=(306,1674,539,1716)
classified-ad: POKÓJ umeblowany, komfort, wejście z przedpokoju, w śródmieściu, do wynajęcia. Snopkowska 4, mieszkanie pięć, od godziny 1—6. xyxy=(826,1217,1071,1259)
classified-ad: KAROSERIE — chłodnice samochodowe remontuje. Galla 5 (Boczna ul. Pańskowej). 1373 xyxy=(1089,770,1345,798)
classified-ad: NIEMIECKIE PODANIA, TŁUMACZENIA, TECHNICZNE FACHOWO, INŻYNIER SYKSTUSKA 23/12 LWÓW xyxy=(1089,1493,1345,1535)
section-header: NAUKA xyxy=(1363,865,1624,885)
classified-ad: SALON KOSMET. B. THIEL, Lwów, Pl. Dąbrowskiego 8 wykonuje wszelkie zabiegi kosmetyczne i fryzjerskie. xyxy=(306,272,539,314)
classified-ad: ZEGARKI, ZEGARY, BUDZIKI naprawia precyzyjnie zegarmistrz WŁ. STARGALSKI, PLAC AKADEMICKI 3. Szkło do zegarków (przez lupy) wszystkie na poczekaniu. 2447 xyxy=(42,1554,287,1611)
classified-ad: FRYZJERKA i manikurzystkę w jednej osobie, siła aryjska, zostanie przyjęta. Zakład fryzjerski, Lwów Leona Sapiehy 3. 01873 xyxy=(558,704,808,746)
classified-ad: UNIEWAŻNIAM skradzioną Meldekartę 46116 na nazwisko: Zopuch Izabela, Lwów, Balonowa 4. xyxy=(1089,194,1345,222)
classified-ad: Dr. W. BILIŃSKI ginekolog-akuszer ordynuje obecnie — Lwów, ulica Leona Sapiehy 85. 2327 xyxy=(42,700,287,727)
event-line: zostanie otwarta xyxy=(732,94,895,117)
classified-ad: RAGLAN jesienny, brązowy, pierwszorzędny gatunek sprzedam. Lwów Kochanowskiego 99, II p. m. 8. 2—5 xyxy=(42,1276,287,1318)
coffee-package-icon xyxy=(1425,196,1563,254)
classified-ad: NAJTANIEJ podania niemieckie, TŁUMACZENIA, MASZYNOPISANIE. Kosztorysy, Rachunki szybko wykonuje Biuro „STENOPIS“ ulica KOPERNIKA 18. 1503 xyxy=(1089,922,1345,979)
classified-ad: PRZEPROWADZKI oraz wszelkie roboty koniem wykonuję tanio, ulica Chrzanowskiej cztery. Tel. 291-01. xyxy=(1363,493,1624,535)
classified-ad: POKÓJ umeblowany, osobne wejście. Listy G. L. 02026 xyxy=(826,1085,1071,1113)
classified-ad: DWOCH zdolnych robotników do zakładu reparacyjnego trzech. Warsztaty Reparacyjne Inż. Otto Kahlig Lwów, Halicka 19. 02160 xyxy=(558,1688,808,1731)
classified-ad: POLAK, politechnik, trzeciorocznik, żonaty, niezależne praca. Pracujący, — z bardzo dobrym wykształceniem pod polskimi z wyższej miłości Polki do wnętrza. Wymagania: Inteligencja, zgrabna, kobiecość. Pierwszeństwo młodsze. Wiek do 35. Dyskrecja zapewniona. Listy Gaz. Lw. 24074 xyxy=(1363,1260,1624,1345)
classified-ad: UNIEWAŻNIAM zgubioną kartę rozpoznawczą oraz karta chlebową na nazwisko „Jedność“ Teofila Dworska xyxy=(826,1721,1071,1763)
ad-list xyxy=(306,1554,539,1849)
classified-ad: UNIEWAŻNIAM Ausweis nr 592 wydany Ostbahn B. W. West. — książkę wyglądową, paszport sowiecki na nazwisko SUMARA WŁADYSŁAW. xyxy=(1089,598,1345,641)
ad-list xyxy=(1363,444,1624,640)
section-header: PRYWATNE xyxy=(1363,1092,1624,1111)
classified-ad: TYLKO pierwszorzędny fachowiec do spawania elektrycznego, do drugiej zmiany, zostanie natychmiast przyjęty. Zapłata według umowy. Warsztaty mechaniczne Żółkiewska 219. xyxy=(558,1154,808,1210)
event-headline: „Tyfus plamisty i jego zwalczanie“. xyxy=(605,293,1022,321)
classified-ad: POSZUKUJĘ pokoju lub dwa pokoików w dzielnicy aryjskiej, pod Gazeta Lw. 02061 xyxy=(826,1265,1071,1293)
classified-ad: CZYSTĄ, aryjską, wykształcona, szuka pokoju umeblowanego pełnokomfortowego. Dobrego z przedpokoju, Poczty. Listy Gaz. Lw. 1687 xyxy=(826,987,1071,1030)
column-3 xyxy=(548,449,816,2187)
